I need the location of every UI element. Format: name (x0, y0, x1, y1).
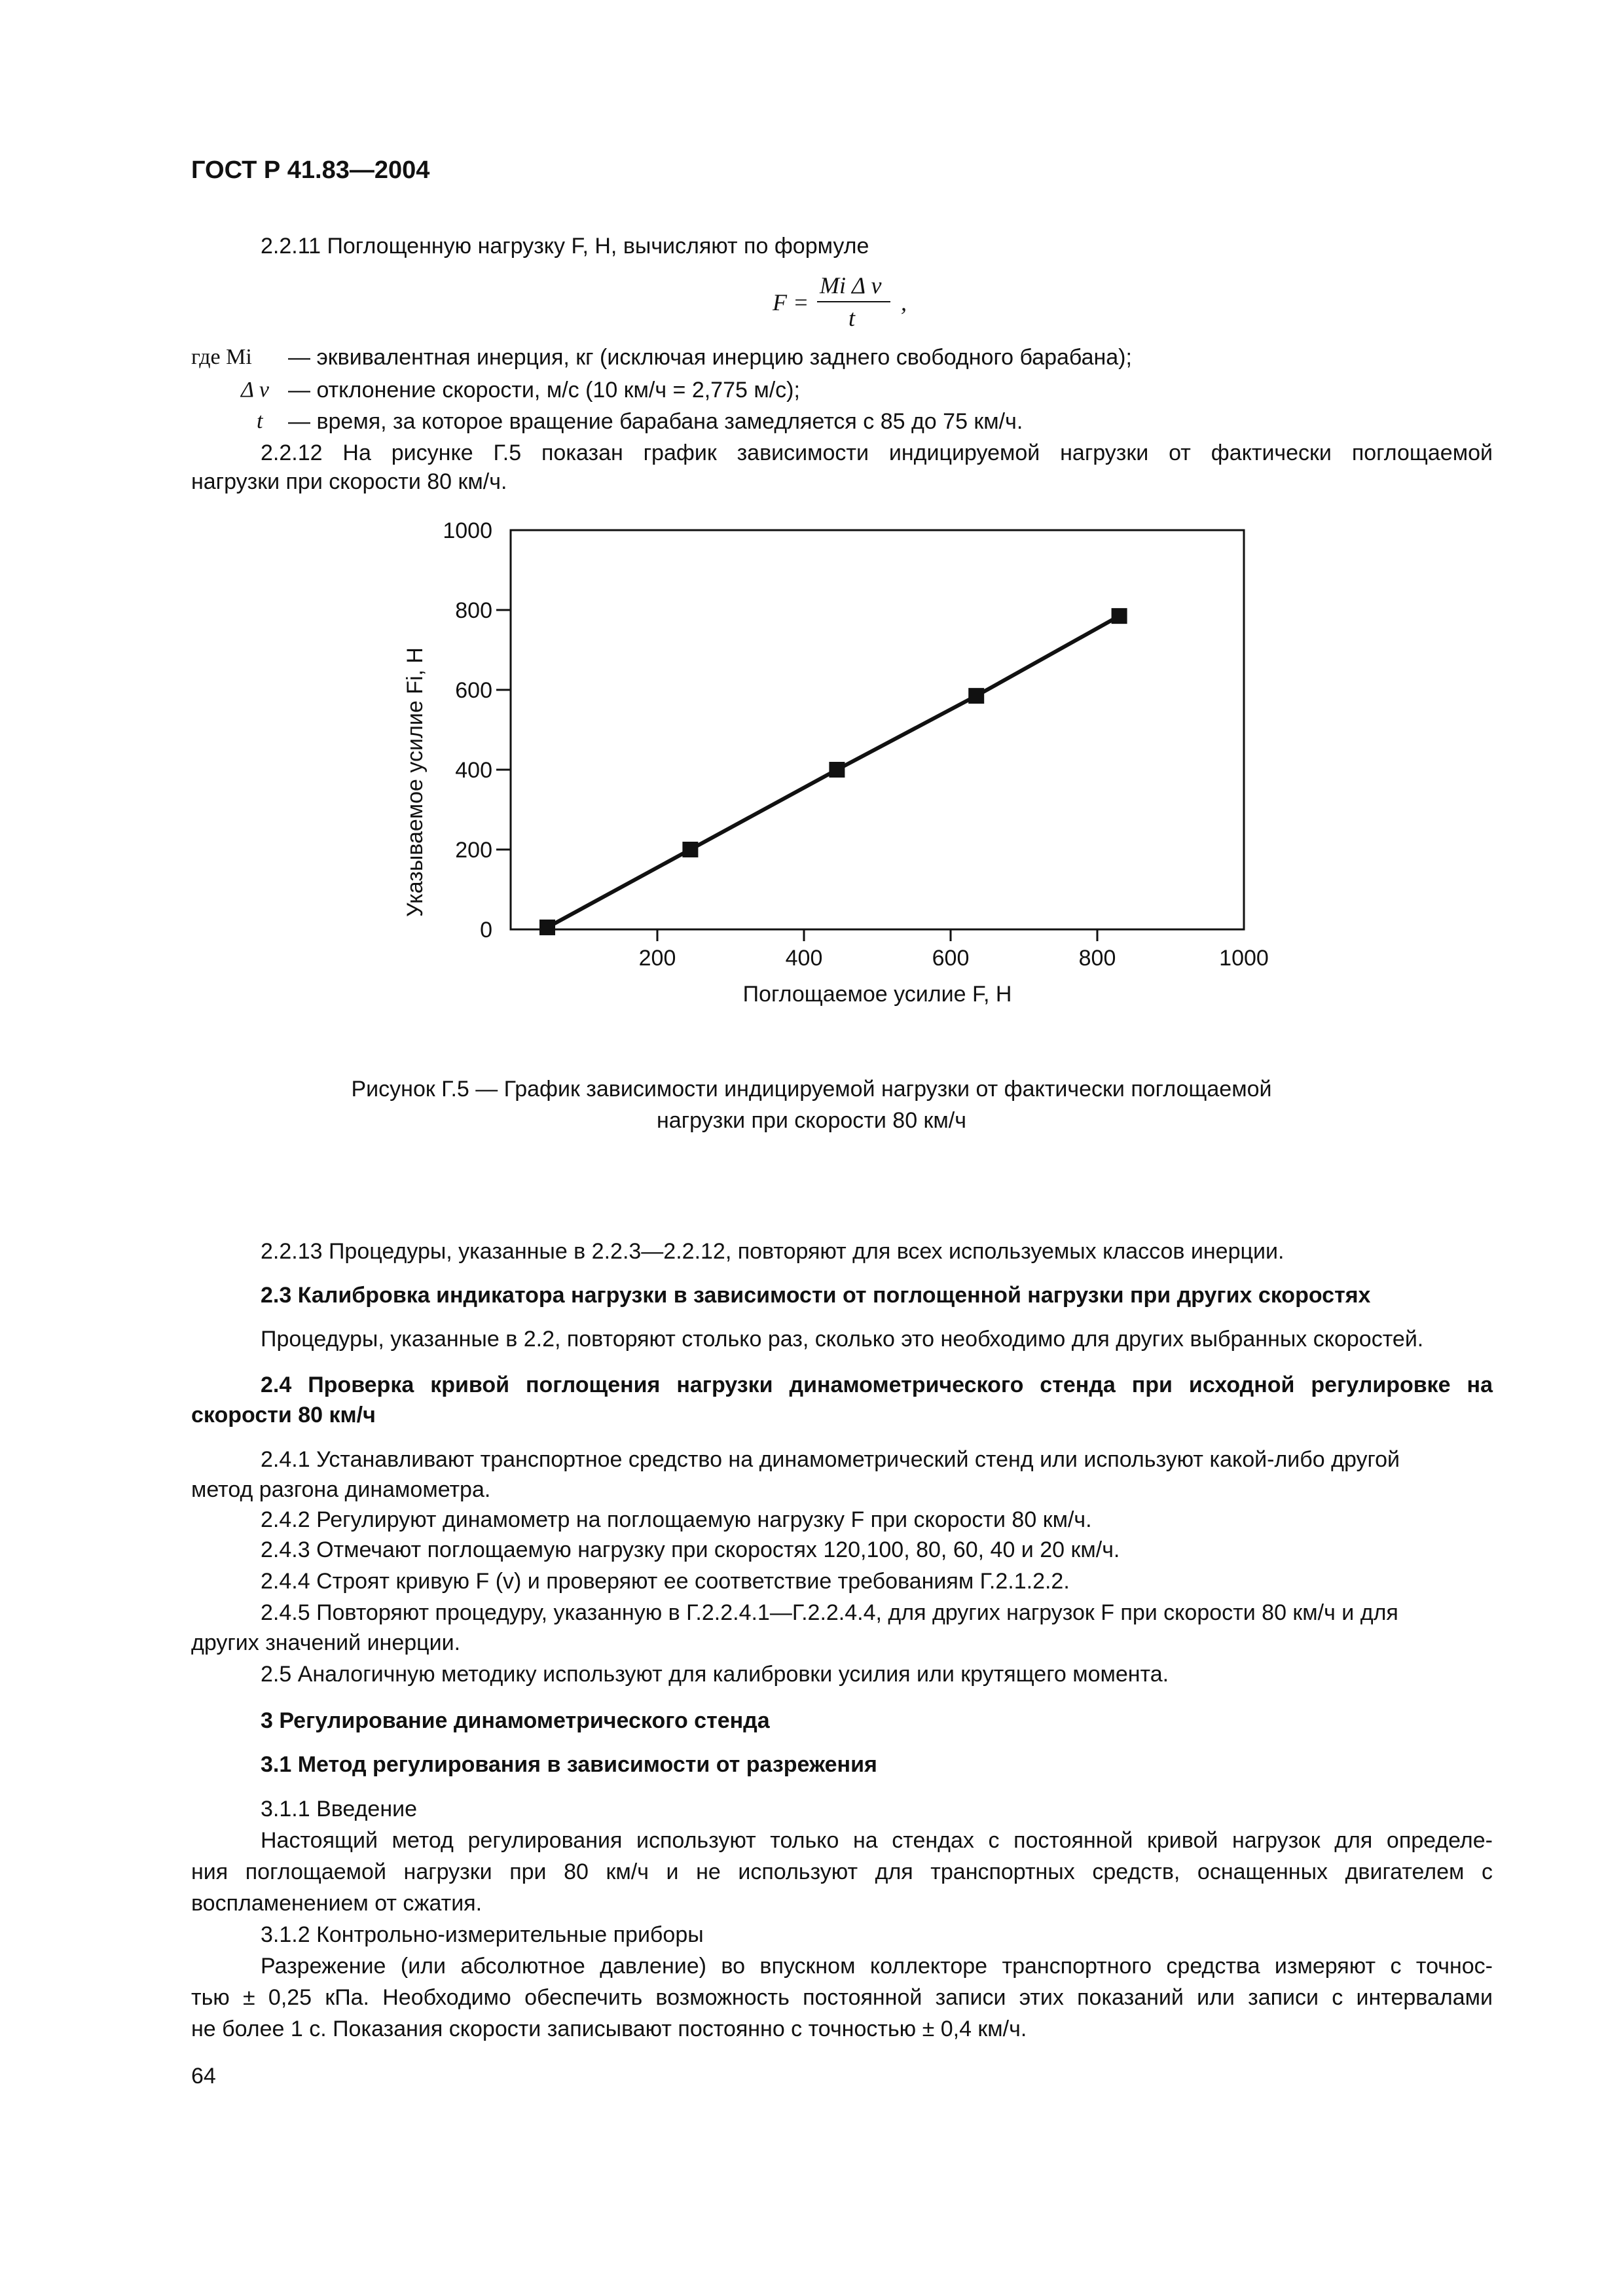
x-axis-label: Поглощаемое усилие F, Н (742, 982, 1012, 1007)
paragraph-3-1-1-text-line2: ния поглощаемой нагрузки при 80 км/ч и не используют для транспортных средств, оснащенных двигателем с (191, 1859, 1493, 1884)
heading-2-4-line1: 2.4 Проверка кривой поглощения нагрузки динамометрического стенда при исходной регулировке на (261, 1372, 1493, 1397)
paragraph-2-4-1-line2: метод разгона динамометра. (191, 1477, 491, 1502)
paragraph-3-1-2-text-line1: Разрежение (или абсолютное давление) во впускном коллекторе транспортного средства измеряют с точнос- (261, 1954, 1493, 1979)
x-tick-label: 200 (638, 946, 676, 971)
y-tick-label: 200 (455, 838, 492, 863)
paragraph-2-3: Процедуры, указанные в 2.2, повторяют столько раз, сколько это необходимо для других выбранных скоростей. (261, 1327, 1424, 1352)
y-tick-label: 800 (455, 598, 492, 623)
x-tick-label: 1000 (1219, 946, 1269, 971)
heading-2-3: 2.3 Калибровка индикатора нагрузки в зависимости от поглощенной нагрузки при других скоростях (261, 1283, 1371, 1308)
formula-lhs: F = (773, 289, 809, 315)
where-symbol-t: t (257, 409, 263, 433)
paragraph-2-2-13: 2.2.13 Процедуры, указанные в 2.2.3—2.2.12, повторяют для всех используемых классов инерции. (261, 1239, 1285, 1264)
formula-denominator: t (848, 305, 856, 331)
data-point (682, 842, 698, 857)
heading-3-1: 3.1 Метод регулирования в зависимости от разрежения (261, 1752, 877, 1777)
data-point (1112, 608, 1127, 624)
paragraph-2-4-1-line1: 2.4.1 Устанавливают транспортное средство на динамометрический стенд или используют какой-либо другой (261, 1447, 1400, 1472)
page-number: 64 (191, 2064, 216, 2089)
where-text-dv: — отклонение скорости, м/с (10 км/ч = 2,775 м/с); (288, 378, 800, 403)
paragraph-2-4-3: 2.4.3 Отмечают поглощаемую нагрузку при скоростях 120,100, 80, 60, 40 и 20 км/ч. (261, 1537, 1120, 1562)
paragraph-2-4-2: 2.4.2 Регулируют динамометр на поглощаемую нагрузку F при скорости 80 км/ч. (261, 1507, 1092, 1532)
formula-tail: , (901, 289, 907, 315)
y-tick-label: 400 (455, 758, 492, 783)
paragraph-2-4-5-line2: других значений инерции. (191, 1630, 461, 1655)
paragraph-3-1-1-text-line3: воспламенением от сжатия. (191, 1891, 483, 1916)
where-text-mi: — эквивалентная инерция, кг (исключая инерцию заднего свободного барабана); (288, 345, 1132, 370)
x-tick-label: 600 (932, 946, 970, 971)
paragraph-2-2-12-line2: нагрузки при скорости 80 км/ч. (191, 469, 507, 494)
where-symbol-mi: где Mi (191, 345, 252, 369)
x-tick-label: 800 (1078, 946, 1116, 971)
data-point (968, 688, 984, 704)
data-point (539, 920, 555, 935)
paragraph-3-1-1-text-line1: Настоящий метод регулирования используют только на стендах с постоянной кривой нагрузок для определе- (261, 1828, 1493, 1853)
figure-caption-line2: нагрузки при скорости 80 км/ч (657, 1108, 966, 1133)
paragraph-2-5: 2.5 Аналогичную методику используют для калибровки усилия или крутящего момента. (261, 1662, 1169, 1687)
paragraph-3-1-2-text-line3: не более 1 с. Показания скорости записывают постоянно с точностью ± 0,4 км/ч. (191, 2017, 1027, 2041)
heading-2-4-line2: скорости 80 км/ч (191, 1403, 376, 1427)
paragraph-3-1-2: 3.1.2 Контрольно-измерительные приборы (261, 1922, 704, 1947)
paragraph-2-4-4: 2.4.4 Строят кривую F (v) и проверяют ее соответствие требованиям Г.2.1.2.2. (261, 1569, 1070, 1594)
where-text-t: — время, за которое вращение барабана замедляется с 85 до 75 км/ч. (288, 409, 1023, 434)
y-tick-label: 1000 (443, 518, 492, 543)
paragraph-3-1-2-text-line2: тью ± 0,25 кПа. Необходимо обеспечить возможность постоянной записи этих показаний или записи с интервалами (191, 1985, 1493, 2010)
where-symbol-dv: Δ v (241, 378, 269, 402)
plot-frame (511, 530, 1244, 929)
paragraph-2-2-12-line1: 2.2.12 На рисунке Г.5 показан график зависимости индицируемой нагрузки от фактически поглощаемой (261, 440, 1493, 465)
y-axis-label: Указываемое усилие Fi, Н (403, 647, 428, 917)
y-tick-label: 0 (480, 918, 492, 942)
figure-caption-line1: Рисунок Г.5 — График зависимости индицируемой нагрузки от фактически поглощаемой (351, 1077, 1272, 1102)
y-tick-label: 600 (455, 678, 492, 703)
paragraph-2-4-5-line1: 2.4.5 Повторяют процедуру, указанную в Г.2.2.4.1—Г.2.2.4.4, для других нагрузок F при скорости 80 км/ч и для (261, 1600, 1398, 1625)
heading-3: 3 Регулирование динамометрического стенда (261, 1708, 770, 1733)
paragraph-3-1-1: 3.1.1 Введение (261, 1797, 418, 1821)
data-point (829, 762, 845, 778)
paragraph-2-2-11: 2.2.11 Поглощенную нагрузку F, Н, вычисляют по формуле (261, 234, 869, 259)
figure-g5-chart (367, 497, 1309, 1034)
formula-numerator: Mi Δ v (820, 272, 882, 298)
x-tick-label: 400 (785, 946, 823, 971)
formula-block (773, 268, 930, 334)
document-number: ГОСТ Р 41.83—2004 (191, 156, 430, 184)
